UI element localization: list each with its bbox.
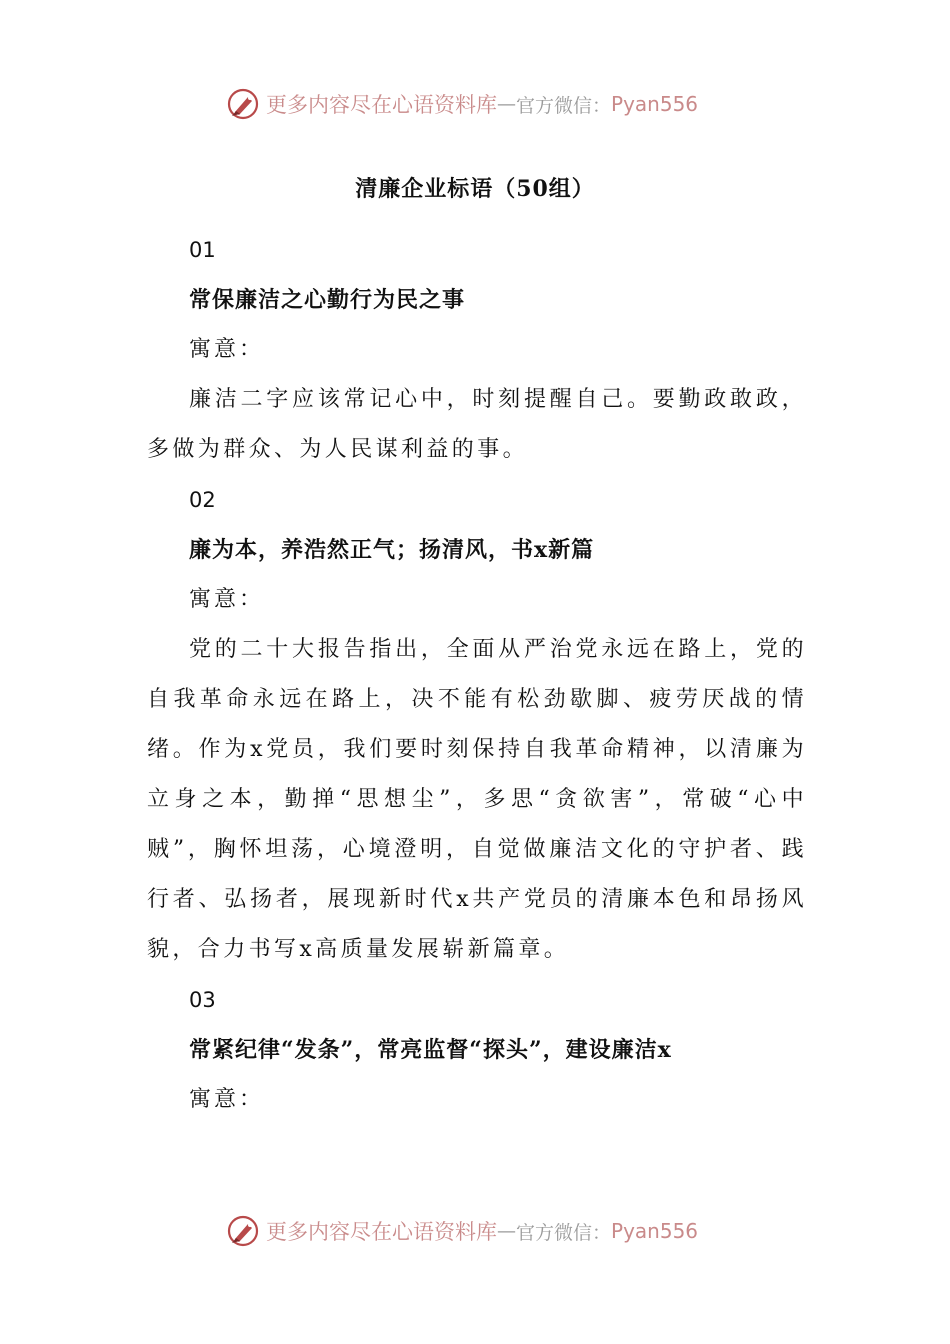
item-meaning: 党的二十大报告指出，全面从严治党永远在路上，党的自我革命永远在路上，决不能有松劲歇脚、疲劳厌战的情绪。作为x党员，我们要时刻保持自我革命精神，以清廉为立身之本，勤掸“思想尘”，多思“贪欲害”，常破“心中贼”，胸怀坦荡，心境澄明，自觉做廉洁文化的守护者、践行者、弘扬者，展现新时代x共产党员的清廉本色和昂扬风貌，合力书写x高质量发展崭新篇章。 (147, 637, 807, 962)
banner-dash: — (497, 1220, 516, 1242)
item-slogan: 廉为本，养浩然正气；扬清风，书x新篇 (189, 537, 595, 563)
item-number: 02 (189, 488, 216, 512)
banner-sub-text: 官方微信： (516, 1221, 612, 1244)
banner-main-text: 更多内容尽在心语资料库 (266, 1220, 497, 1244)
banner-wechat-id: Pyan556 (611, 92, 699, 116)
header-banner (226, 84, 746, 124)
meaning-label: 寓意： (189, 337, 265, 362)
document-title: 清廉企业标语（50组） (355, 176, 595, 202)
item-meaning: 廉洁二字应该常记心中，时刻提醒自己。要勤政敢政，多做为群众、为人民谋利益的事。 (147, 387, 807, 462)
item-slogan: 常紧纪律“发条”，常亮监督“探头”，建设廉洁x (189, 1037, 672, 1063)
item-slogan: 常保廉洁之心勤行为民之事 (189, 287, 466, 313)
banner-main-text: 更多内容尽在心语资料库 (266, 93, 497, 117)
item-number: 03 (189, 988, 216, 1012)
meaning-label: 寓意： (189, 587, 265, 612)
item-number: 01 (189, 238, 216, 262)
banner-dash: — (497, 93, 516, 115)
pen-nib-logo-icon (226, 1214, 260, 1248)
footer-banner (226, 1211, 746, 1251)
banner-sub-text: 官方微信： (516, 94, 612, 117)
document-body (147, 225, 807, 1125)
pen-nib-logo-icon (226, 87, 260, 121)
meaning-label: 寓意： (189, 1087, 265, 1112)
banner-wechat-id: Pyan556 (611, 1219, 699, 1243)
